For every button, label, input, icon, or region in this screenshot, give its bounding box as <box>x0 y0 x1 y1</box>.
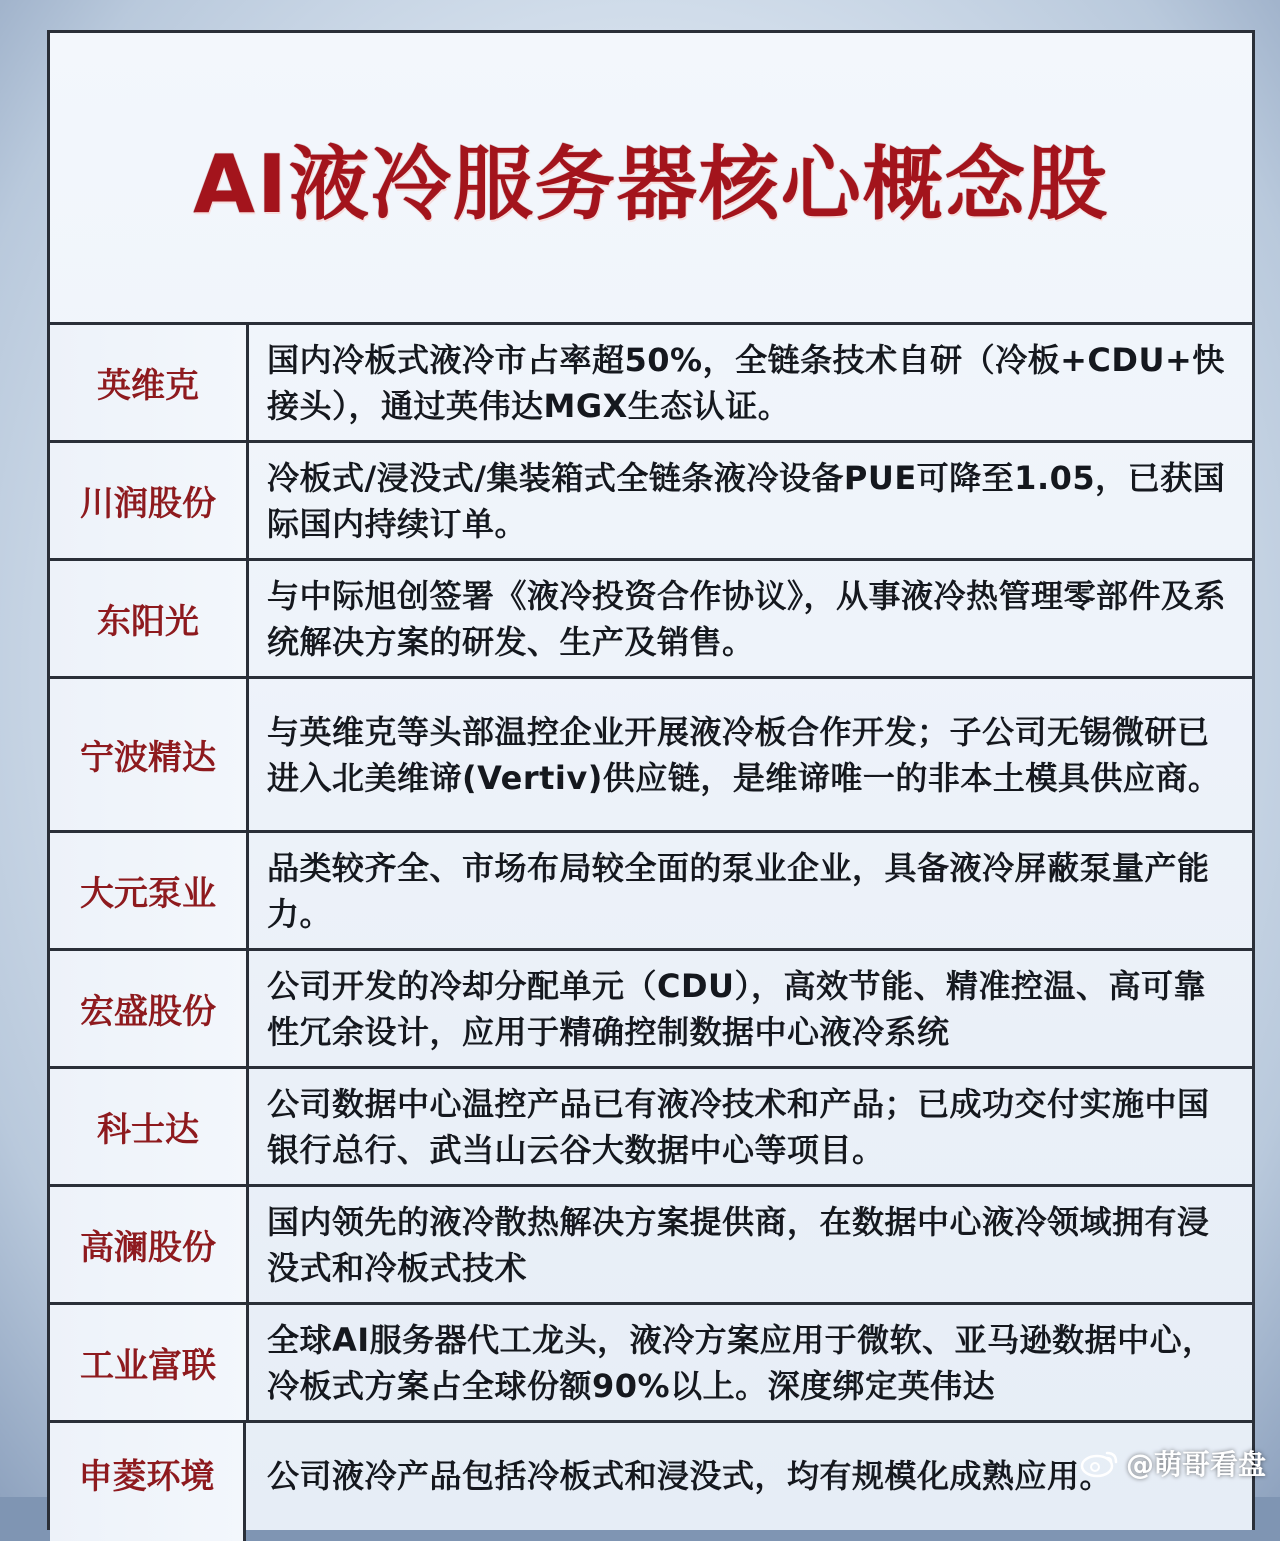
stock-name: 宏盛股份 <box>50 951 249 1066</box>
table-row <box>50 325 1252 443</box>
table-row <box>50 679 1252 833</box>
stock-name: 宁波精达 <box>50 679 249 830</box>
stock-description: 冷板式/浸没式/集装箱式全链条液冷设备PUE可降至1.05，已获国际国内持续订单。 <box>267 458 1226 543</box>
weibo-icon <box>1080 1447 1120 1479</box>
stock-name: 大元泵业 <box>50 833 249 948</box>
table-row <box>50 443 1252 561</box>
stock-description: 品类较齐全、市场布局较全面的泵业企业，具备液冷屏蔽泵量产能力。 <box>267 848 1210 933</box>
info-board <box>47 30 1255 1530</box>
stock-name: 工业富联 <box>50 1305 249 1420</box>
table-row <box>50 951 1252 1069</box>
stock-name: 东阳光 <box>50 561 249 676</box>
stock-name: 川润股份 <box>50 443 249 558</box>
stock-description: 国内领先的液冷散热解决方案提供商，在数据中心液冷领域拥有浸没式和冷板式技术 <box>267 1202 1210 1287</box>
table-row <box>50 1423 1252 1541</box>
stock-description: 公司开发的冷却分配单元（CDU），高效节能、精准控温、高可靠性冗余设计，应用于精确控制数据中心液冷系统 <box>267 966 1207 1051</box>
stock-description: 与中际旭创签署《液冷投资合作协议》，从事液冷热管理零部件及系统解决方案的研发、生产及销售。 <box>267 576 1227 661</box>
table-row <box>50 1069 1252 1187</box>
page-title: AI液冷服务器核心概念股 <box>50 33 1252 325</box>
stock-name: 高澜股份 <box>50 1187 249 1302</box>
watermark <box>1080 1443 1266 1483</box>
stock-description: 全球AI服务器代工龙头，液冷方案应用于微软、亚马逊数据中心，冷板式方案占全球份额90%以上。深度绑定英伟达 <box>267 1320 1215 1405</box>
stock-description: 公司数据中心温控产品已有液冷技术和产品；已成功交付实施中国银行总行、武当山云谷大数据中心等项目。 <box>267 1084 1210 1169</box>
stock-description: 与英维克等头部温控企业开展液冷板合作开发；子公司无锡微研已进入北美维谛(Vertiv)供应链，是维谛唯一的非本土模具供应商。 <box>267 712 1221 797</box>
table-row <box>50 1305 1252 1423</box>
table-row <box>50 833 1252 951</box>
table-row <box>50 1187 1252 1305</box>
stock-description: 公司液冷产品包括冷板式和浸没式，均有规模化成熟应用。 <box>267 1457 1113 1495</box>
table-row <box>50 561 1252 679</box>
stock-name: 英维克 <box>50 325 249 440</box>
stock-description: 国内冷板式液冷市占率超50%，全链条技术自研（冷板+CDU+快接头），通过英伟达MGX生态认证。 <box>267 340 1225 425</box>
stock-name: 科士达 <box>50 1069 249 1184</box>
watermark-text: @萌哥看盘 <box>1125 1448 1266 1481</box>
stock-name: 申菱环境 <box>50 1423 246 1541</box>
